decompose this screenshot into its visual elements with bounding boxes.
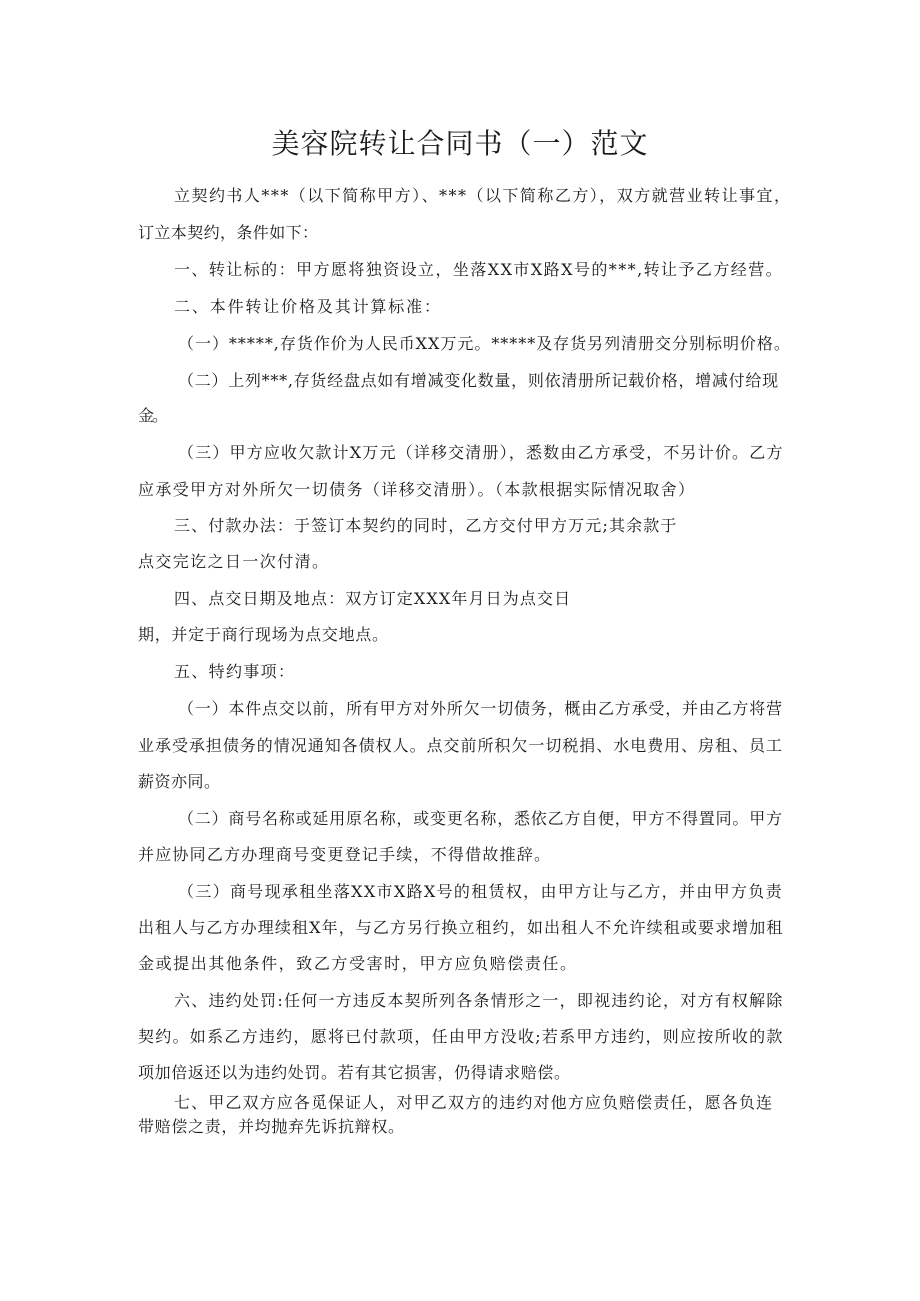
paragraph-line: 六、违约处罚:任何一方违反本契所列各条情形之一，即视违约论，对方有权解除 bbox=[174, 991, 784, 1010]
paragraph-line: 立契约书人***（以下简称甲方）、***（以下简称乙方），双方就营业转让事宜， bbox=[174, 186, 792, 205]
paragraph-line: （三）甲方应收欠款计X万元（详移交清册），悉数由乙方承受，不另计价。乙方 bbox=[178, 443, 784, 462]
paragraph-line: （一）本件点交以前，所有甲方对外所欠一切债务，概由乙方承受，并由乙方将营 bbox=[178, 699, 783, 718]
paragraph-line: 四、点交日期及地点：双方订定XXX年月日为点交日 bbox=[174, 589, 572, 608]
paragraph-line: 契约。如系乙方违约，愿将已付款项，任由甲方没收;若系甲方违约，则应按所收的款 bbox=[138, 1027, 784, 1046]
paragraph-line: 薪资亦同。 bbox=[138, 772, 221, 791]
paragraph-line: 应承受甲方对外所欠一切债务（详移交清册）。（本款根据实际情况取舍） bbox=[138, 480, 696, 499]
paragraph-line: （二）上列***,存货经盘点如有增减变化数量，则依清册所记载价格，增减付给现 bbox=[178, 371, 779, 390]
paragraph-line: 带赔偿之责，并均抛弃先诉抗辩权。 bbox=[138, 1117, 405, 1136]
paragraph-line: 一、转让标的：甲方愿将独资设立，坐落XX市X路X号的***,转让予乙方经营。 bbox=[174, 260, 784, 279]
paragraph-line: 金。 bbox=[138, 406, 167, 425]
paragraph-line: 期，并定于商行现场为点交地点。 bbox=[138, 625, 389, 644]
paragraph-line: 业承受承担债务的情况通知各债权人。点交前所积欠一切税捐、水电费用、房租、员工 bbox=[138, 736, 783, 755]
paragraph-line: （二）商号名称或延用原名称，或变更名称，悉依乙方自便，甲方不得置同。甲方 bbox=[178, 809, 783, 828]
document-title: 美容院转让合同书（一）范文 bbox=[271, 127, 649, 160]
paragraph-line: 并应协同乙方办理商号变更登记手续，不得借故推辞。 bbox=[138, 845, 552, 864]
paragraph-line: 点交完讫之日一次付清。 bbox=[138, 552, 330, 571]
paragraph-line: 出租人与乙方办理续租X年，与乙方另行换立租约，如出租人不允许续租或要求增加租 bbox=[138, 918, 784, 937]
paragraph-line: 二、本件转让价格及其计算标准： bbox=[174, 297, 442, 316]
paragraph-line: 订立本契约，条件如下： bbox=[138, 223, 319, 242]
paragraph-line: 项加倍返还以为违约处罚。若有其它损害，仍得请求赔偿。 bbox=[138, 1063, 571, 1082]
paragraph-line: 三、付款办法：于签订本契约的同时，乙方交付甲方万元;其余款于 bbox=[174, 516, 678, 535]
paragraph-line: （一）*****,存货作价为人民币XX万元。*****及存货另列清册交分别标明价格。 bbox=[178, 334, 791, 353]
paragraph-line: 金或提出其他条件，致乙方受害时，甲方应负赔偿责任。 bbox=[138, 954, 578, 973]
paragraph-line: 五、特约事项： bbox=[174, 662, 296, 681]
paragraph-line: （三）商号现承租坐落XX市X路X号的租赁权，由甲方让与乙方，并由甲方负责 bbox=[178, 882, 783, 901]
paragraph-line: 七、甲乙双方应各觅保证人，对甲乙双方的违约对他方应负赔偿责任，愿各负连 bbox=[174, 1093, 774, 1112]
